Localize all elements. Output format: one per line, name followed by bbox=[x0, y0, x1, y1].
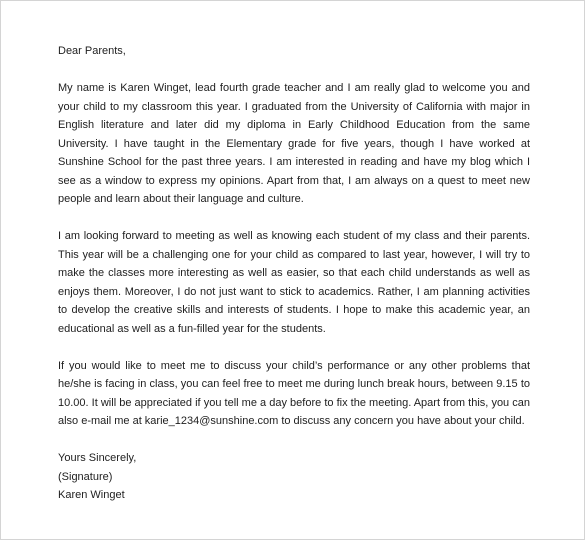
paragraph-introduction: My name is Karen Winget, lead fourth grade teacher and I am really glad to welcome you and your child to my classroom this year. I graduated from the University of California with major in English literature and later did my diploma in Early Childhood Education from the same University. I have taught in the Elementary grade for five years, though I have worked at Sunshine School for the past three years. I am interested in reading and have my blog which I see as a window to express my opinions. Apart from that, I am always on a quest to meet new people and learn about their language and culture. bbox=[58, 82, 530, 205]
sender-name: Karen Winget bbox=[58, 489, 125, 501]
paragraph-contact: If you would like to meet me to discuss your child’s performance or any other problems that he/she is facing in class, you can feel free to meet me during lunch break hours, between 9.15 to 10.00. It will be appreciated if you tell me a day before to fix the meeting. Apart from this, you can also e-mail me at karie_1234@sunshine.com to discuss any concern you have about your child. bbox=[58, 359, 530, 427]
signature-placeholder: (Signature) bbox=[58, 470, 113, 483]
salutation: Dear Parents, bbox=[58, 45, 126, 57]
letter-body bbox=[58, 42, 530, 505]
paragraph-goals: I am looking forward to meeting as well as knowing each student of my class and their parents. This year will be a challenging one for your child as compared to last year, however, I will try to make the classes more interesting as well as easier, so that each child understands as well as enjoys them. Moreover, I do not just want to stick to academics. Rather, I am planning activities to develop the creative skills and interests of students. I hope to make this academic year, an educational as well as a fun-filled year for the students. bbox=[58, 230, 530, 335]
closing: Yours Sincerely, bbox=[58, 452, 137, 464]
